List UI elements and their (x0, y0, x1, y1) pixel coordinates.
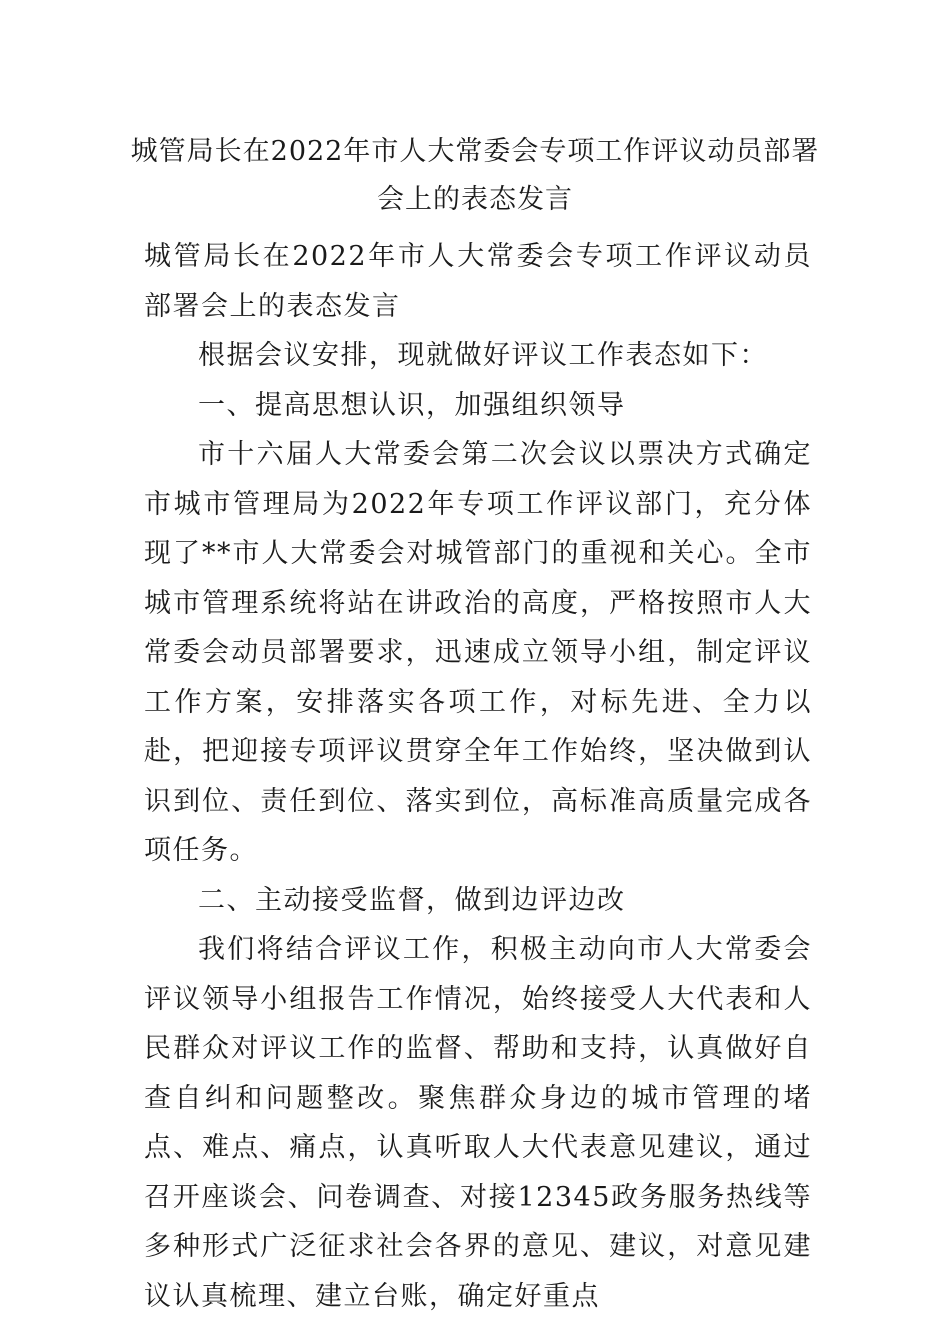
document-title: 城管局长在2022年市人大常委会专项工作评议动员部署会上的表态发言 (130, 136, 820, 215)
section-2-heading: 二、主动接受监督，做到边评边改 (198, 884, 626, 916)
intro-paragraph: 根据会议安排，现就做好评议工作表态如下： (198, 340, 768, 371)
section-2-body: 我们将结合评议工作，积极主动向市人大常委会评议领导小组报告工作情况，始终接受人大代表和人民群众对评议工作的监督、帮助和支持，认真做好自查自纠和问题整改。聚焦群众身边的城市管理的堵点、难点、痛点，认真听取人大代表意见建议，通过召开座谈会、问卷调查、对接12345政务服务热线等多种形式广泛征求社会各界的意见、建议，对意见建议认真梳理、建立台账，确定好重点 (144, 934, 812, 1312)
section-1-body: 市十六届人大常委会第二次会议以票决方式确定市城市管理局为2022年专项工作评议部门，充分体现了**市人大常委会对城管部门的重视和关心。全市城市管理系统将站在讲政治的高度，严格按照市人大常委会动员部署要求，迅速成立领导小组，制定评议工作方案，安排落实各项工作，对标先进、全力以赴，把迎接专项评议贯穿全年工作始终，坚决做到认识到位、责任到位、落实到位，高标准高质量完成各项任务。 (144, 439, 812, 866)
section-1-heading: 一、提高思想认识，加强组织领导 (198, 389, 626, 421)
document-body (144, 232, 812, 1321)
repeated-title: 城管局长在2022年市人大常委会专项工作评议动员部署会上的表态发言 (144, 241, 812, 322)
